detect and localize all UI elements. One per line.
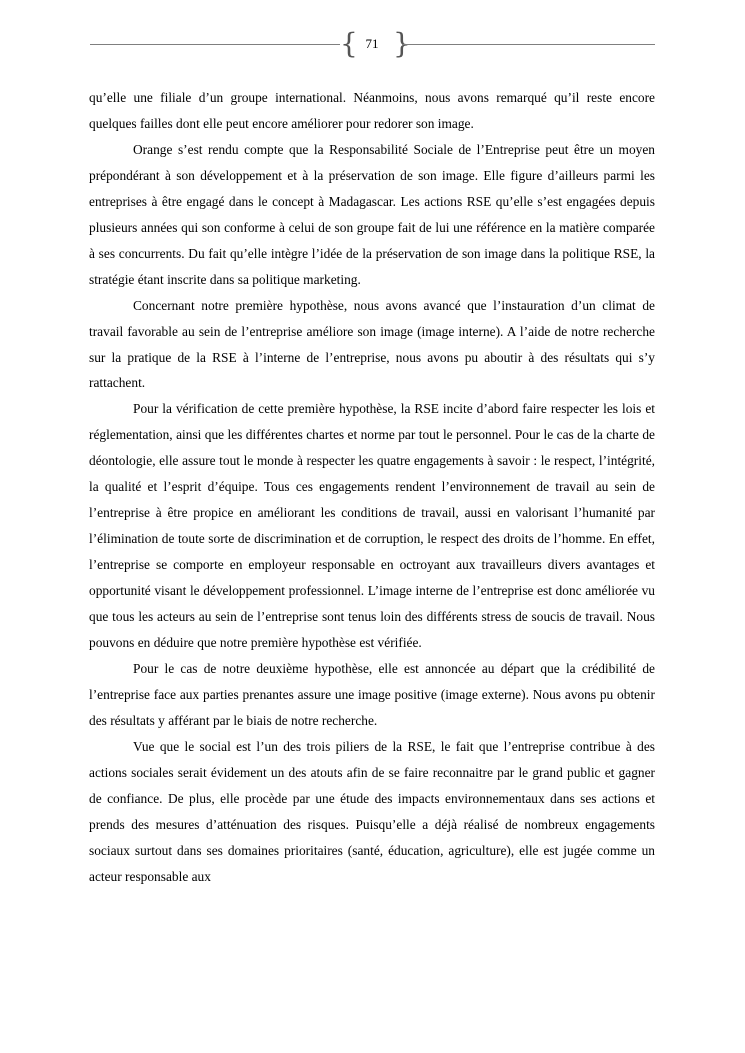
header-rule-right bbox=[402, 44, 655, 45]
close-brace-decoration: } bbox=[393, 27, 411, 60]
paragraph-second-hypothesis: Pour le cas de notre deuxième hypothèse, elle est annoncée au départ que la crédibilité de l’entreprise face aux parties prenantes assure une image positive (image externe). Nous avons pu obtenir des résultats y afférant par le biais de notre recherche. bbox=[89, 660, 655, 728]
paragraph-first-hypothesis: Concernant notre première hypothèse, nous avons avancé que l’instauration d’un climat de travail favorable au sein de l’entreprise améliore son image (image interne). A l’aide de notre recherche sur la pratique de la RSE à l’interne de l’entreprise, nous avons pu aboutir à des résultats qui s’y rattachent. bbox=[89, 297, 655, 391]
page-header bbox=[90, 28, 655, 62]
paragraph-continuation: qu’elle une filiale d’un groupe international. Néanmoins, nous avons remarqué qu’il reste encore quelques failles dont elle peut encore améliorer pour redorer son image. bbox=[89, 90, 655, 131]
body-text bbox=[89, 85, 655, 890]
page-number: 71 bbox=[365, 36, 379, 51]
header-rule-left bbox=[90, 44, 340, 45]
paragraph-orange-rse: Orange s’est rendu compte que la Responsabilité Sociale de l’Entreprise peut être un moyen prépondérant à son développement et à la préservation de son image. Elle figure d’ailleurs parmi les entreprises à être engagé dans le concept à Madagascar. Les actions RSE qu’elle s’est engagées depuis plusieurs années qui son conforme à celui de son groupe fait de lui une référence en la matière comparée à ses concurrents. Du fait qu’elle intègre l’idée de la préservation de son image dans la politique RSE, la stratégie étant inscrite dans sa politique marketing. bbox=[89, 141, 655, 287]
paragraph-first-hypothesis-verification: Pour la vérification de cette première hypothèse, la RSE incite d’abord faire respecter les lois et réglementation, ainsi que les différentes chartes et norme par tout le personnel. Pour le cas de la charte de déontologie, elle assure tout le monde à respecter les quatre engagements à savoir : le respect, l’intégrité, la qualité et l’esprit d’équipe. Tous ces engagements rendent l’environnement de travail au sein de l’entreprise à être propice en améliorant les conditions de travail, aussi en valorisant l’humanité par l’élimination de toute sorte de discrimination et de corruption, le respect des droits de l’homme. En effet, l’entreprise se comporte en employeur responsable en octroyant aux travailleurs divers avantages et opportunité visant le développement professionnel. L’image interne de l’entreprise est donc améliorée vu que tous les acteurs au sein de l’entreprise sont tenus loin des différents stress de soucis de travail. Nous pouvons en déduire que notre première hypothèse est vérifiée. bbox=[89, 401, 655, 651]
open-brace-decoration: { bbox=[340, 27, 358, 60]
paragraph-social-pillar: Vue que le social est l’un des trois piliers de la RSE, le fait que l’entreprise contribue à des actions sociales serait évidement un des atouts afin de se faire reconnaitre par le grand public et gagner de confiance. De plus, elle procède par une étude des impacts environnementaux dans ses actions et prends des mesures d’atténuation des risques. Puisqu’elle a déjà réalisé de nombreux engagements sociaux surtout dans ses domaines prioritaires (santé, éducation, agriculture), elle est jugée comme un acteur responsable aux bbox=[89, 738, 655, 884]
